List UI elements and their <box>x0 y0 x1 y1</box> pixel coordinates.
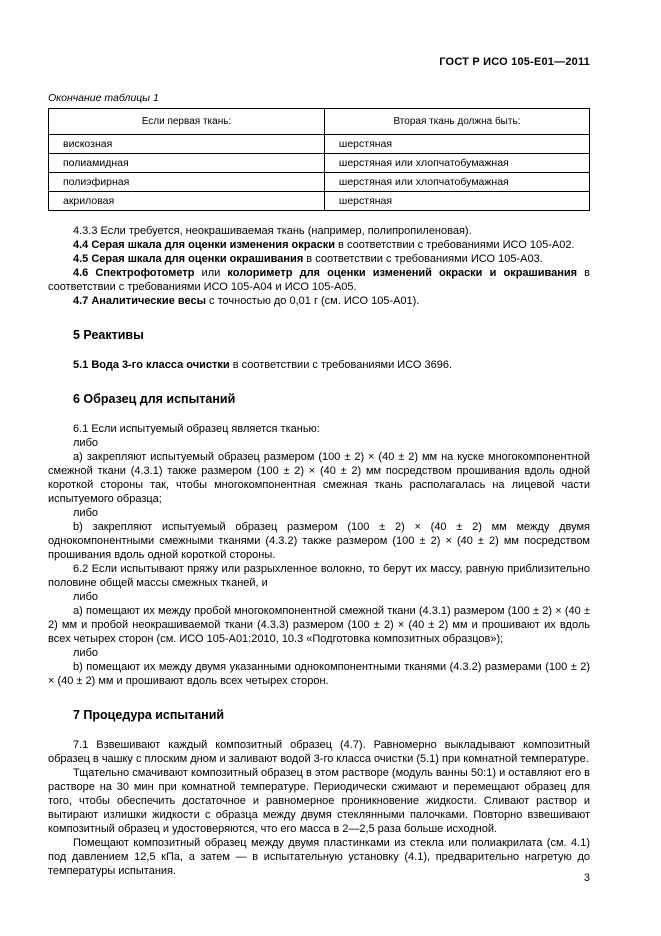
text-run: 7.1 Взвешивают каждый композитный образец (4.7). Равномерно выкладывают композитный образец в чашку с плоским дном и заливают водой 3-го класса очистки (5.1) при комнатной температуре. <box>48 739 590 765</box>
text-run: 4.5 Серая шкала для оценки окрашивания <box>73 253 304 265</box>
text-run: либо <box>73 647 98 659</box>
text-run: 4.6 Спектрофотометр <box>73 267 195 279</box>
paragraph <box>48 738 590 766</box>
text-run: 4.4 Серая шкала для оценки изменения окраски <box>73 239 335 251</box>
paragraph <box>48 646 590 660</box>
table-cell: шерстяная <box>324 192 589 211</box>
paragraph <box>48 224 590 238</box>
paragraph <box>48 604 590 646</box>
table-header-second-fabric: Вторая ткань должна быть: <box>324 109 589 135</box>
text-run: в соответствии с требованиями ИСО 3696. <box>229 359 453 371</box>
fabric-pairing-table <box>48 108 590 211</box>
text-run: либо <box>73 437 98 449</box>
text-run: в соответствии с требованиями ИСО 105-А04 и ИСО 105-А05. <box>48 267 591 293</box>
paragraph <box>48 520 590 562</box>
text-run: или <box>194 267 228 279</box>
table-header-row <box>49 109 590 135</box>
table-cell: полиэфирная <box>49 173 325 192</box>
spec-table-body <box>49 135 590 211</box>
table-row <box>49 192 590 211</box>
text-run: 4.7 Аналитические весы <box>73 295 206 307</box>
text-run: Тщательно смачивают композитный образец в этом растворе (модуль ванны 50:1) и оставляют его в растворе на 30 мин при комнатной температуре. Периодически сжимают и перемещают образец для того, чтобы обеспечить достаточное и равномерное проникновение жидкости. Сливают раствор и вытирают излишки жидкости с образца между двумя стеклянными палочками. Повторно взвешивают композитный образец и удостоверяются, что его масса в 2—2,5 раза больше исходной. <box>48 767 590 835</box>
text-run: 4.3.3 Если требуется, неокрашиваемая ткань (например, полипропиленовая). <box>73 225 472 237</box>
paragraph <box>48 436 590 450</box>
section-heading: 5 Реактивы <box>73 328 144 342</box>
paragraph <box>48 422 590 436</box>
paragraph <box>48 252 590 266</box>
text-run: 5.1 Вода 3-го класса очистки <box>73 359 230 371</box>
table-header-first-fabric: Если первая ткань: <box>49 109 325 135</box>
document-body <box>48 224 590 878</box>
table-cell: акриловая <box>49 192 325 211</box>
section-heading: 7 Процедура испытаний <box>73 708 225 722</box>
document-number-header: ГОСТ Р ИСО 105-Е01—2011 <box>439 56 590 68</box>
text-run: либо <box>73 507 98 519</box>
paragraph <box>48 836 590 878</box>
text-run: в соответствии с требованиями ИСО 105-А02. <box>335 239 575 251</box>
paragraph <box>48 238 590 252</box>
paragraph <box>48 294 590 308</box>
table-row <box>49 173 590 192</box>
text-run: a) закрепляют испытуемый образец размером (100 ± 2) × (40 ± 2) мм на куске многокомпонентной смежной ткани (4.3.1) также размером (100 ± 2) × (40 ± 2) мм посредством прошивания вдоль одной короткой стороны так, чтобы многокомпонентная смежная ткань располагалась на лицевой части испытуемого образца; <box>48 451 590 505</box>
paragraph <box>48 450 590 506</box>
text-run: в соответствии с требованиями ИСО 105-А03. <box>303 253 543 265</box>
page-number: 3 <box>583 872 590 884</box>
text-run: колориметр для оценки изменений окраски и окрашивания <box>227 267 578 279</box>
paragraph <box>48 358 590 372</box>
text-run: 6.1 Если испытуемый образец является тканью: <box>73 423 320 435</box>
paragraph <box>48 506 590 520</box>
table-cell: шерстяная или хлопчатобумажная <box>324 154 589 173</box>
table-cell: шерстяная или хлопчатобумажная <box>324 173 589 192</box>
text-run: либо <box>73 591 98 603</box>
text-run: а) помещают их между пробой многокомпонентной смежной ткани (4.3.1) размером (100 ± 2) × (40 ± 2) мм и пробой неокрашиваемой ткани (4.3.3) размером (100 ± 2) × (40 ± 2) мм и прошивают их вдоль всех четырех сторон (см. ИСО 105-А01:2010, 10.3 «Подготовка композитных образцов»); <box>48 605 590 645</box>
text-run: b) закрепляют испытуемый образец размером (100 ± 2) × (40 ± 2) мм между двумя однокомпонентными смежными тканями (4.3.2) также размером (100 ± 2) × (40 ± 2) мм посредством прошивания вдоль одной короткой стороны. <box>48 521 590 561</box>
table-cell: вискозная <box>49 135 325 154</box>
table-row <box>49 135 590 154</box>
text-run: 6.2 Если испытывают пряжу или разрыхленное волокно, то берут их массу, равную приблизительно половине общей массы смежных тканей, и <box>48 563 590 589</box>
table-cell: шерстяная <box>324 135 589 154</box>
paragraph <box>48 766 590 836</box>
section-heading: 6 Образец для испытаний <box>73 392 236 406</box>
text-run: b) помещают их между двумя указанными однокомпонентными тканями (4.3.2) размерами (100 ± 2) × (40 ± 2) мм и прошивают вдоль всех четырех сторон. <box>48 661 590 687</box>
table-cell: полиамидная <box>49 154 325 173</box>
table-continuation-caption: Окончание таблицы 1 <box>48 92 159 104</box>
paragraph <box>48 590 590 604</box>
paragraph <box>48 660 590 688</box>
paragraph <box>48 562 590 590</box>
text-run: Помещают композитный образец между двумя пластинками из стекла или полиакрилата (см. 4.1) под давлением 12,5 кПа, а затем — в испытательную установку (4.1), предварительно нагретую до температуры испытания. <box>48 837 590 877</box>
paragraph <box>48 266 590 294</box>
table-row <box>49 154 590 173</box>
text-run: с точностью до 0,01 г (см. ИСО 105-А01). <box>205 295 420 307</box>
